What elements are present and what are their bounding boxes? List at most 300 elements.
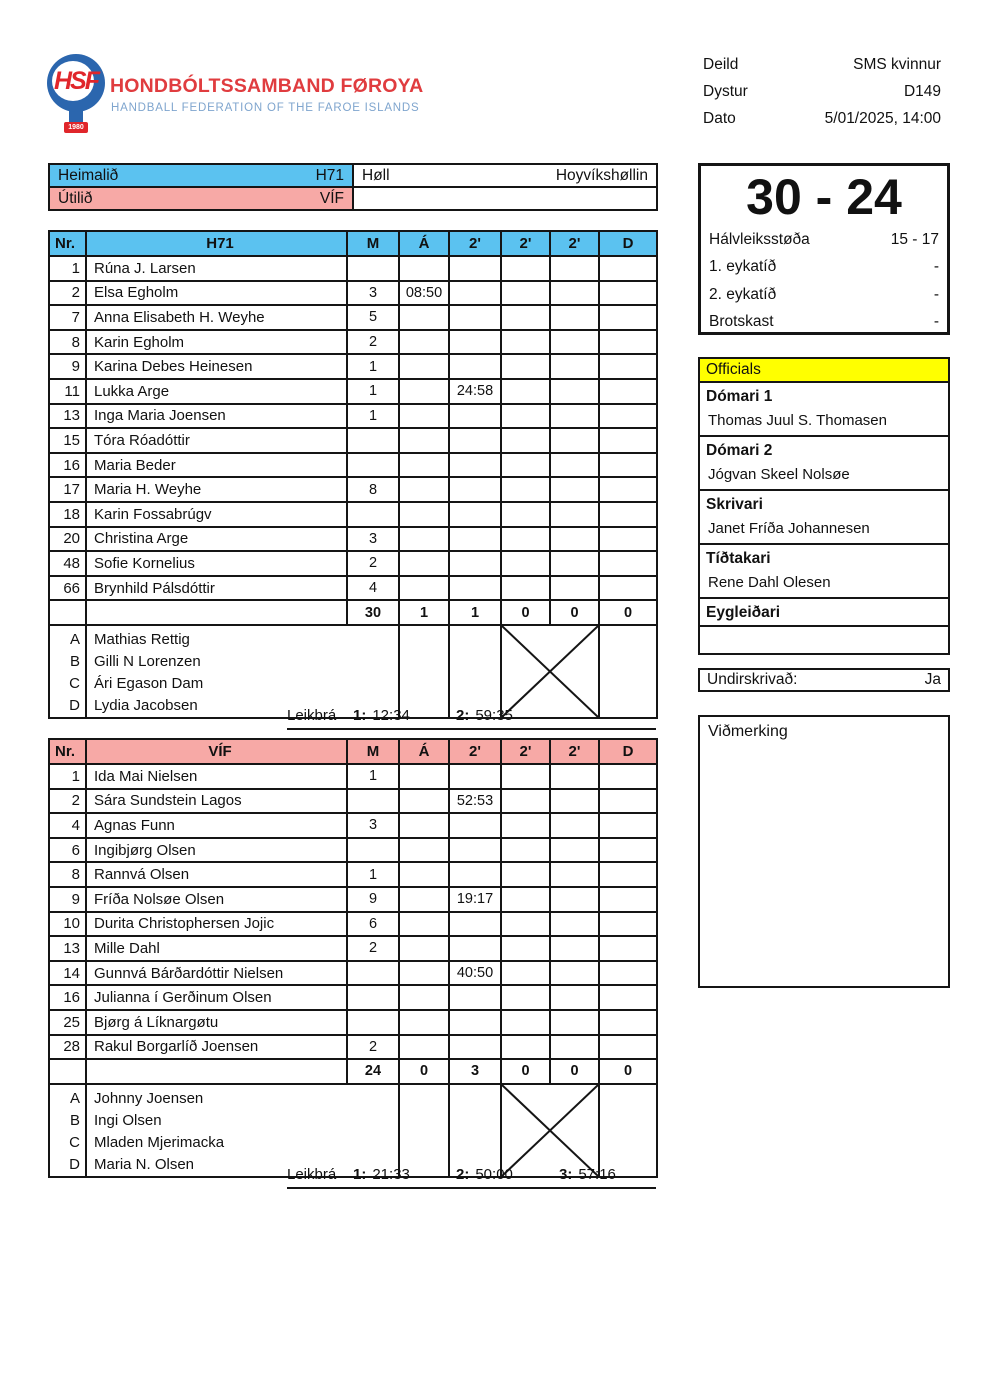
total-disq: 0 xyxy=(599,1059,657,1084)
player-2min-2 xyxy=(501,764,550,789)
player-goals xyxy=(347,985,399,1010)
player-2min-1 xyxy=(449,985,501,1010)
leikbra-label: Leikbrá xyxy=(287,707,337,724)
player-2min-2 xyxy=(501,912,550,937)
player-2min-1 xyxy=(449,764,501,789)
player-goals xyxy=(347,453,399,478)
score-detail-row xyxy=(709,254,939,282)
player-number: 6 xyxy=(49,838,86,863)
roster-header-vif xyxy=(49,739,657,764)
player-name: Julianna í Gerðinum Olsen xyxy=(86,985,347,1010)
player-disq xyxy=(599,912,657,937)
player-2min-3 xyxy=(550,502,599,527)
match-meta xyxy=(703,55,941,136)
player-warning xyxy=(399,838,449,863)
player-name: Maria H. Weyhe xyxy=(86,477,347,502)
col-header-disq: D xyxy=(599,231,657,256)
col-header-nr: Nr. xyxy=(49,231,86,256)
away-cell xyxy=(49,187,353,210)
player-name: Karin Egholm xyxy=(86,330,347,355)
player-disq xyxy=(599,813,657,838)
player-goals xyxy=(347,961,399,986)
player-number: 8 xyxy=(49,862,86,887)
team-official-letter: D xyxy=(69,696,80,714)
player-name: Karina Debes Heinesen xyxy=(86,354,347,379)
player-goals xyxy=(347,838,399,863)
col-header-2min-2: 2' xyxy=(501,231,550,256)
team-official-letter: A xyxy=(69,630,80,648)
player-2min-1: 40:50 xyxy=(449,961,501,986)
totals-row xyxy=(49,600,657,625)
player-2min-1 xyxy=(449,354,501,379)
leikbra-entry-number: 2: xyxy=(456,707,470,724)
player-disq xyxy=(599,354,657,379)
player-disq xyxy=(599,256,657,281)
player-goals: 2 xyxy=(347,1035,399,1060)
player-2min-3 xyxy=(550,961,599,986)
player-row xyxy=(49,502,657,527)
player-2min-2 xyxy=(501,813,550,838)
player-2min-2 xyxy=(501,1010,550,1035)
player-goals: 1 xyxy=(347,379,399,404)
player-disq xyxy=(599,330,657,355)
player-2min-2 xyxy=(501,838,550,863)
player-row xyxy=(49,281,657,306)
player-warning: 08:50 xyxy=(399,281,449,306)
col-header-team: H71 xyxy=(86,231,347,256)
crossed-cell xyxy=(501,1084,599,1177)
official-person: Jógvan Skeel Nolsøe xyxy=(708,466,850,483)
score-detail-label: 2. eykatíð xyxy=(709,285,777,303)
player-disq xyxy=(599,453,657,478)
player-2min-2 xyxy=(501,305,550,330)
player-2min-3 xyxy=(550,256,599,281)
player-2min-3 xyxy=(550,1010,599,1035)
home-label: Heimalið xyxy=(58,166,119,184)
player-warning xyxy=(399,1010,449,1035)
player-goals: 4 xyxy=(347,576,399,601)
player-disq xyxy=(599,789,657,814)
player-disq xyxy=(599,862,657,887)
col-header-disq: D xyxy=(599,739,657,764)
total-2min-1: 3 xyxy=(449,1059,501,1084)
player-warning xyxy=(399,985,449,1010)
leikbra-entry xyxy=(456,1166,552,1183)
player-name: Gunnvá Bárðardóttir Nielsen xyxy=(86,961,347,986)
player-warning xyxy=(399,527,449,552)
signature-box xyxy=(698,668,950,692)
player-warning xyxy=(399,305,449,330)
player-number: 28 xyxy=(49,1035,86,1060)
player-warning xyxy=(399,789,449,814)
player-name: Karin Fossabrúgv xyxy=(86,502,347,527)
player-goals xyxy=(347,1010,399,1035)
player-goals: 9 xyxy=(347,887,399,912)
total-2min-1: 1 xyxy=(449,600,501,625)
score-detail-row xyxy=(709,309,939,337)
federation-title: HONDBÓLTSSAMBAND FØROYA xyxy=(110,75,424,97)
player-name: Rúna J. Larsen xyxy=(86,256,347,281)
roster-table-h71 xyxy=(48,230,658,719)
player-name: Lukka Arge xyxy=(86,379,347,404)
player-2min-3 xyxy=(550,838,599,863)
player-warning xyxy=(399,477,449,502)
player-number: 4 xyxy=(49,813,86,838)
player-2min-3 xyxy=(550,551,599,576)
score-detail-label: 1. eykatíð xyxy=(709,258,777,276)
player-row xyxy=(49,936,657,961)
player-disq xyxy=(599,551,657,576)
official-section xyxy=(700,437,948,491)
player-goals: 6 xyxy=(347,912,399,937)
col-header-nr: Nr. xyxy=(49,739,86,764)
player-row xyxy=(49,576,657,601)
away-team: VÍF xyxy=(319,189,344,207)
player-row xyxy=(49,887,657,912)
player-warning xyxy=(399,961,449,986)
player-2min-2 xyxy=(501,936,550,961)
player-number: 10 xyxy=(49,912,86,937)
col-header-2min-3: 2' xyxy=(550,739,599,764)
player-goals xyxy=(347,256,399,281)
player-number: 17 xyxy=(49,477,86,502)
player-disq xyxy=(599,379,657,404)
col-header-2min-2: 2' xyxy=(501,739,550,764)
player-2min-1 xyxy=(449,576,501,601)
col-header-2min-1: 2' xyxy=(449,739,501,764)
player-row xyxy=(49,813,657,838)
player-number: 16 xyxy=(49,985,86,1010)
player-2min-3 xyxy=(550,862,599,887)
total-2min-3: 0 xyxy=(550,1059,599,1084)
player-number: 1 xyxy=(49,256,86,281)
leikbra-entry xyxy=(456,707,552,724)
leikbra-entry-time: 12:34 xyxy=(372,707,410,724)
player-2min-1 xyxy=(449,428,501,453)
handball-icon xyxy=(47,54,105,112)
dato-label: Dato xyxy=(703,110,736,127)
hall-value: Hoyvíkshøllin xyxy=(555,166,648,184)
meta-row-deild xyxy=(703,55,941,82)
col-header-warning: Á xyxy=(399,231,449,256)
x-mark-icon xyxy=(502,1085,598,1176)
player-row xyxy=(49,862,657,887)
meta-row-dato xyxy=(703,109,941,136)
player-row xyxy=(49,1035,657,1060)
player-2min-1 xyxy=(449,453,501,478)
away-label: Útilið xyxy=(58,189,93,207)
player-warning xyxy=(399,1035,449,1060)
player-goals: 8 xyxy=(347,477,399,502)
player-row xyxy=(49,551,657,576)
player-2min-2 xyxy=(501,256,550,281)
player-2min-1 xyxy=(449,862,501,887)
player-row xyxy=(49,354,657,379)
player-number: 9 xyxy=(49,354,86,379)
player-disq xyxy=(599,527,657,552)
player-warning xyxy=(399,256,449,281)
player-2min-1: 19:17 xyxy=(449,887,501,912)
player-name: Mille Dahl xyxy=(86,936,347,961)
player-warning xyxy=(399,862,449,887)
remarks-box xyxy=(698,715,950,988)
empty-cell xyxy=(353,187,657,210)
team-official-letter: A xyxy=(69,1089,80,1107)
official-person: Rene Dahl Olesen xyxy=(708,574,831,591)
player-2min-2 xyxy=(501,551,550,576)
player-name: Ida Mai Nielsen xyxy=(86,764,347,789)
player-name: Bjørg á Líknargøtu xyxy=(86,1010,347,1035)
player-name: Ingibjørg Olsen xyxy=(86,838,347,863)
player-number: 9 xyxy=(49,887,86,912)
player-2min-3 xyxy=(550,354,599,379)
player-2min-3 xyxy=(550,281,599,306)
player-row xyxy=(49,404,657,429)
player-row xyxy=(49,985,657,1010)
signature-value: Ja xyxy=(924,671,941,688)
player-2min-3 xyxy=(550,404,599,429)
player-disq xyxy=(599,936,657,961)
player-2min-3 xyxy=(550,789,599,814)
player-number: 13 xyxy=(49,936,86,961)
player-2min-3 xyxy=(550,330,599,355)
player-row xyxy=(49,527,657,552)
official-role: Tíðtakari xyxy=(706,550,771,567)
score-detail-value: - xyxy=(933,258,939,276)
player-warning xyxy=(399,887,449,912)
official-person: Janet Fríða Johannesen xyxy=(708,520,870,537)
player-name: Tóra Róadóttir xyxy=(86,428,347,453)
player-2min-1 xyxy=(449,527,501,552)
federation-subtitle: HANDBALL FEDERATION OF THE FAROE ISLANDS xyxy=(111,102,420,114)
official-section xyxy=(700,545,948,599)
player-2min-1 xyxy=(449,305,501,330)
player-name: Brynhild Pálsdóttir xyxy=(86,576,347,601)
player-2min-1: 24:58 xyxy=(449,379,501,404)
match-info-table xyxy=(48,163,658,211)
player-row xyxy=(49,305,657,330)
player-goals: 1 xyxy=(347,862,399,887)
total-disq: 0 xyxy=(599,600,657,625)
player-2min-3 xyxy=(550,912,599,937)
col-header-goals: M xyxy=(347,231,399,256)
player-goals xyxy=(347,789,399,814)
leikbra-label: Leikbrá xyxy=(287,1166,337,1183)
player-row xyxy=(49,838,657,863)
signature-label: Undirskrivað: xyxy=(707,671,798,688)
official-person xyxy=(700,627,948,653)
player-goals: 1 xyxy=(347,354,399,379)
player-2min-3 xyxy=(550,428,599,453)
player-2min-1 xyxy=(449,404,501,429)
leikbra-entry xyxy=(353,707,449,724)
player-number: 16 xyxy=(49,453,86,478)
player-number: 48 xyxy=(49,551,86,576)
player-number: 14 xyxy=(49,961,86,986)
player-2min-3 xyxy=(550,936,599,961)
score-detail-value: - xyxy=(933,313,939,331)
player-2min-3 xyxy=(550,1035,599,1060)
official-role: Eygleiðari xyxy=(700,599,948,627)
player-disq xyxy=(599,961,657,986)
leikbra-row-h71 xyxy=(287,707,656,730)
team-official-name: Gilli N Lorenzen xyxy=(94,652,201,670)
score-detail-row xyxy=(709,226,939,254)
player-2min-2 xyxy=(501,428,550,453)
official-section xyxy=(700,383,948,437)
player-number: 18 xyxy=(49,502,86,527)
total-2min-3: 0 xyxy=(550,600,599,625)
player-2min-3 xyxy=(550,379,599,404)
team-official-name: Mladen Mjerimacka xyxy=(94,1133,225,1151)
player-disq xyxy=(599,887,657,912)
player-number: 8 xyxy=(49,330,86,355)
player-2min-1 xyxy=(449,1010,501,1035)
player-2min-2 xyxy=(501,576,550,601)
player-disq xyxy=(599,477,657,502)
player-goals xyxy=(347,428,399,453)
team-official-letter: D xyxy=(69,1155,80,1173)
player-goals xyxy=(347,502,399,527)
logo-text: HSF xyxy=(54,67,98,95)
player-number: 2 xyxy=(49,789,86,814)
player-2min-2 xyxy=(501,281,550,306)
player-2min-1 xyxy=(449,477,501,502)
player-warning xyxy=(399,379,449,404)
player-2min-3 xyxy=(550,985,599,1010)
player-name: Durita Christophersen Jojic xyxy=(86,912,347,937)
player-disq xyxy=(599,502,657,527)
score-detail-label: Hálvleiksstøða xyxy=(709,230,810,248)
player-row xyxy=(49,453,657,478)
player-disq xyxy=(599,576,657,601)
player-2min-3 xyxy=(550,813,599,838)
player-2min-2 xyxy=(501,330,550,355)
player-warning xyxy=(399,576,449,601)
total-2min-2: 0 xyxy=(501,600,550,625)
player-disq xyxy=(599,281,657,306)
player-2min-1: 52:53 xyxy=(449,789,501,814)
player-2min-2 xyxy=(501,404,550,429)
team-official-name: Johnny Joensen xyxy=(94,1089,204,1107)
player-row xyxy=(49,912,657,937)
player-name: Agnas Funn xyxy=(86,813,347,838)
team-officials-strip xyxy=(49,625,657,718)
col-header-warning: Á xyxy=(399,739,449,764)
player-2min-2 xyxy=(501,789,550,814)
player-name: Fríða Nolsøe Olsen xyxy=(86,887,347,912)
player-row xyxy=(49,256,657,281)
officials-title: Officials xyxy=(700,359,948,383)
hsf-logo xyxy=(45,54,107,138)
player-name: Anna Elisabeth H. Weyhe xyxy=(86,305,347,330)
roster-table-vif xyxy=(48,738,658,1178)
player-warning xyxy=(399,813,449,838)
player-row xyxy=(49,1010,657,1035)
away-row xyxy=(49,187,657,210)
officials-box xyxy=(698,357,950,655)
logo-year: 1980 xyxy=(64,122,88,133)
player-goals: 2 xyxy=(347,551,399,576)
team-official-letter: B xyxy=(69,1111,80,1129)
player-name: Elsa Egholm xyxy=(86,281,347,306)
player-name: Rannvá Olsen xyxy=(86,862,347,887)
leikbra-entry-time: 57:16 xyxy=(578,1166,616,1183)
hall-cell xyxy=(353,164,657,187)
player-disq xyxy=(599,1010,657,1035)
meta-row-dystur xyxy=(703,82,941,109)
home-team: H71 xyxy=(315,166,344,184)
player-number: 1 xyxy=(49,764,86,789)
player-2min-1 xyxy=(449,813,501,838)
player-row xyxy=(49,330,657,355)
player-2min-1 xyxy=(449,281,501,306)
player-2min-2 xyxy=(501,887,550,912)
total-goals: 24 xyxy=(347,1059,399,1084)
deild-label: Deild xyxy=(703,56,739,73)
player-2min-2 xyxy=(501,354,550,379)
player-2min-2 xyxy=(501,985,550,1010)
team-officials-strip xyxy=(49,1084,657,1177)
dystur-value: D149 xyxy=(903,83,941,100)
player-row xyxy=(49,764,657,789)
dato-value: 5/01/2025, 14:00 xyxy=(824,110,941,127)
remarks-label: Viðmerking xyxy=(708,723,788,740)
player-row xyxy=(49,961,657,986)
player-number: 2 xyxy=(49,281,86,306)
official-role: Dómari 2 xyxy=(706,442,773,459)
score-box xyxy=(698,163,950,335)
player-2min-3 xyxy=(550,477,599,502)
player-goals: 1 xyxy=(347,404,399,429)
player-2min-1 xyxy=(449,838,501,863)
team-official-name: Ingi Olsen xyxy=(94,1111,162,1129)
col-header-goals: M xyxy=(347,739,399,764)
player-disq xyxy=(599,428,657,453)
player-name: Sára Sundstein Lagos xyxy=(86,789,347,814)
player-2min-2 xyxy=(501,1035,550,1060)
leikbra-entry-number: 1: xyxy=(353,1166,367,1183)
player-warning xyxy=(399,354,449,379)
player-goals: 2 xyxy=(347,330,399,355)
official-role: Dómari 1 xyxy=(706,388,773,405)
crossed-cell xyxy=(501,625,599,718)
player-name: Rakul Borgarlíð Joensen xyxy=(86,1035,347,1060)
score-detail-value: - xyxy=(933,285,939,303)
player-disq xyxy=(599,838,657,863)
team-official-letter: C xyxy=(69,674,80,692)
player-2min-1 xyxy=(449,551,501,576)
player-2min-3 xyxy=(550,887,599,912)
player-number: 11 xyxy=(49,379,86,404)
player-disq xyxy=(599,985,657,1010)
leikbra-entry-time: 50:00 xyxy=(475,1166,513,1183)
player-goals: 5 xyxy=(347,305,399,330)
player-number: 20 xyxy=(49,527,86,552)
home-cell xyxy=(49,164,353,187)
player-2min-3 xyxy=(550,527,599,552)
player-number: 66 xyxy=(49,576,86,601)
player-row xyxy=(49,428,657,453)
team-official-name: Lydia Jacobsen xyxy=(94,696,198,714)
total-warnings: 1 xyxy=(399,600,449,625)
home-row xyxy=(49,164,657,187)
leikbra-row-vif xyxy=(287,1166,656,1189)
total-goals: 30 xyxy=(347,600,399,625)
team-official-name: Ári Egason Dam xyxy=(94,674,204,692)
score-detail-value: 15 - 17 xyxy=(890,230,939,248)
leikbra-entry xyxy=(559,1166,655,1183)
